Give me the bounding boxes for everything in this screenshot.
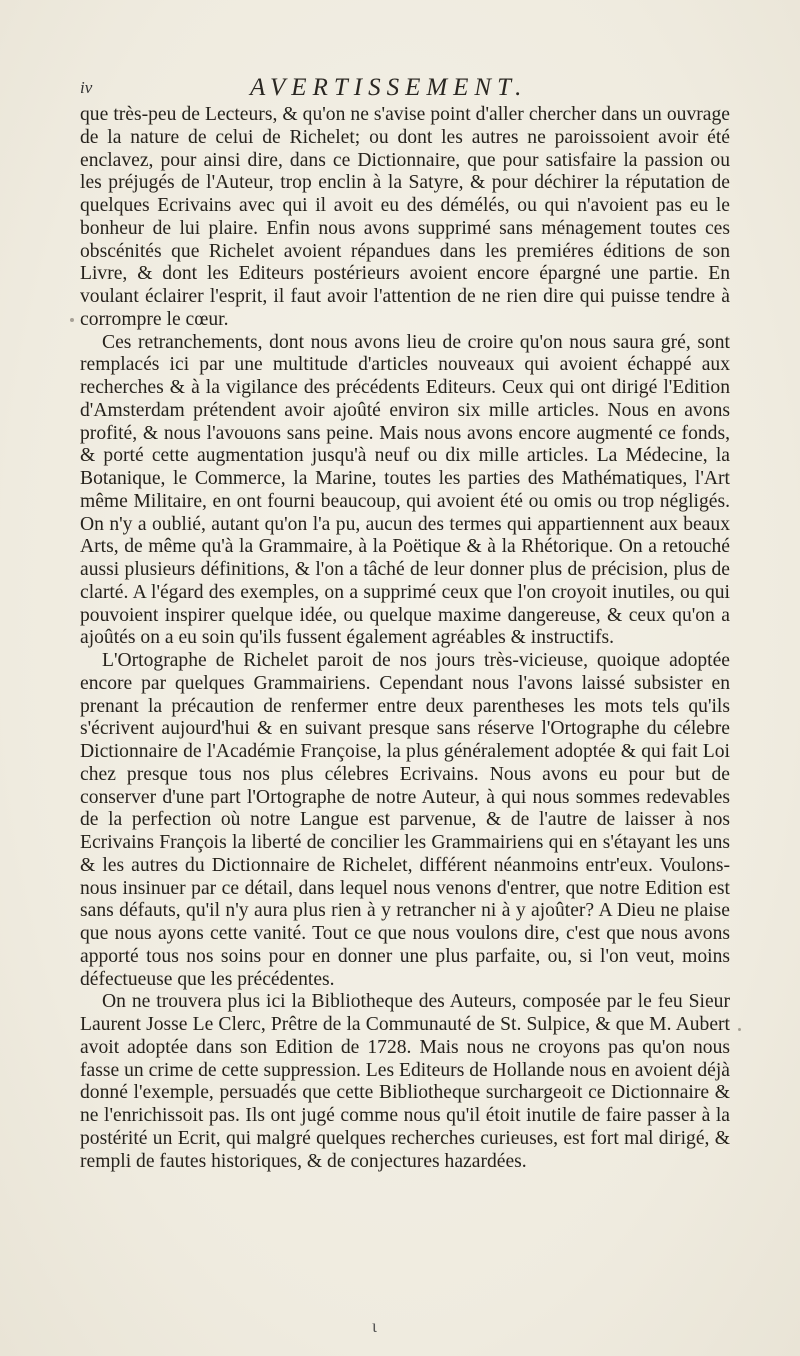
paragraph-4: On ne trouvera plus ici la Bibliotheque des Auteurs, composée par le feu Sieur Laurent Josse Le Clerc, Prêtre de la Communauté de St. Sulpice, & que M. Aubert avoit adoptée dans son Edition de 1728. Mais nous ne croyons pas qu'on nous fasse un crime de cette suppression. Les Editeurs de Hollande nous en avoient déjà donné l'exemple, persuadés que cette Bibliotheque surchargeoit ce Dictionnaire & ne l'enrichissoit pas. Ils ont jugé comme nous qu'il étoit inutile de faire passer à la postérité un Ecrit, qui malgré quelques recherches curieuses, est fort mal dirigé, & rempli de fautes historiques, & de conjectures hazardées. [80, 991, 730, 1172]
paragraph-2: Ces retranchements, dont nous avons lieu de croire qu'on nous saura gré, sont remplacés ici par une multitude d'articles nouveaux qui avoient échappé aux recherches & à la vigilance des précédents Editeurs. Ceux qui ont dirigé l'Edition d'Amsterdam prétendent avoir ajoûté environ six mille articles. Nous en avons profité, & nous l'avouons sans peine. Mais nous avons encore augmenté ce fonds, & porté cette augmentation jusqu'à neuf ou dix mille articles. La Médecine, la Botanique, le Commerce, la Marine, toutes les parties des Mathématiques, l'Art même Militaire, en ont fourni beaucoup, qui avoient été ou omis ou trop négligés. On n'y a oublié, autant qu'on l'a pu, aucun des termes qui appartiennent aux beaux Arts, de même qu'à la Grammaire, à la Poëtique & à la Rhétorique. On a retouché aussi plusieurs définitions, & l'on a tâché de leur donner plus de précision, plus de clarté. A l'égard des exemples, on a supprimé ceux que l'on croyoit inutiles, ou qui pouvoient inspirer quelque idée, ou quelque maxime dangereuse, & ceux qu'on a ajoûtés on a eu soin qu'ils fussent également agréables & instructifs. [80, 331, 730, 649]
page-header [80, 74, 720, 104]
paper-speck [70, 318, 74, 322]
paragraph-3: L'Ortographe de Richelet paroit de nos jours très-vicieuse, quoique adoptée encore par quelques Grammairiens. Cependant nous l'avons laissé subsister en prenant la précaution de renfermer entre deux parenthesеs les mots tels qu'ils s'écrivent aujourd'hui & en suivant presque sans réserve l'Ortographe du célebre Dictionnaire de l'Académie Françoise, la plus généralement adoptée & qui fait Loi chez presque tous nos plus célebres Ecrivains. Nous avons eu pour but de conserver d'une part l'Ortographe de notre Auteur, à qui nous sommes redevables de la perfection où notre Langue est parvenue, & de l'autre de laisser à nos Ecrivains François la liberté de concilier les Grammairiens qui en s'étayant les uns & les autres du Dictionnaire de Richelet, différent néanmoins entr'eux. Voulons-nous insinuer par ce détail, dans lequel nous venons d'entrer, que notre Edition est sans défauts, qu'il n'y aura plus rien à y retrancher ni à y ajoûter? A Dieu ne plaise que nous ayons cette vanité. Tout ce que nous voulons dire, c'est que nous avons apporté tous nos soins pour en donner une plus parfaite, ou, si l'on veut, moins défectueuse que les précédentes. [80, 650, 730, 990]
paper-speck [738, 1028, 741, 1031]
signature-mark: ι [372, 1316, 377, 1336]
page-number: iv [80, 78, 93, 97]
body-text [80, 104, 730, 1173]
running-title: AVERTISSEMENT. [250, 74, 528, 101]
paragraph-1: que très-peu de Lecteurs, & qu'on ne s'avise point d'aller chercher dans un ouvrage de la nature de celui de Richelet; ou dont les autres ne paroissoient avoir été enclavez, pour ainsi dire, dans ce Dictionnaire, que pour satisfaire la passion ou les préjugés de l'Auteur, trop enclin à la Satyre, & pour déchirer la réputation de quelques Ecrivains avec qui il avoit eu des démélés, ou qui n'avoient pas eu le bonheur de lui plaire. Enfin nous avons supprimé sans ménagement toutes ces obscénités que Richelet avoient répandues dans les premiéres éditions de son Livre, & dont les Editeurs postérieurs avoient encore épargné une partie. En voulant éclairer l'esprit, il faut avoir l'attention de ne rien dire qui puisse tendre à corrompre le cœur. [80, 104, 730, 330]
